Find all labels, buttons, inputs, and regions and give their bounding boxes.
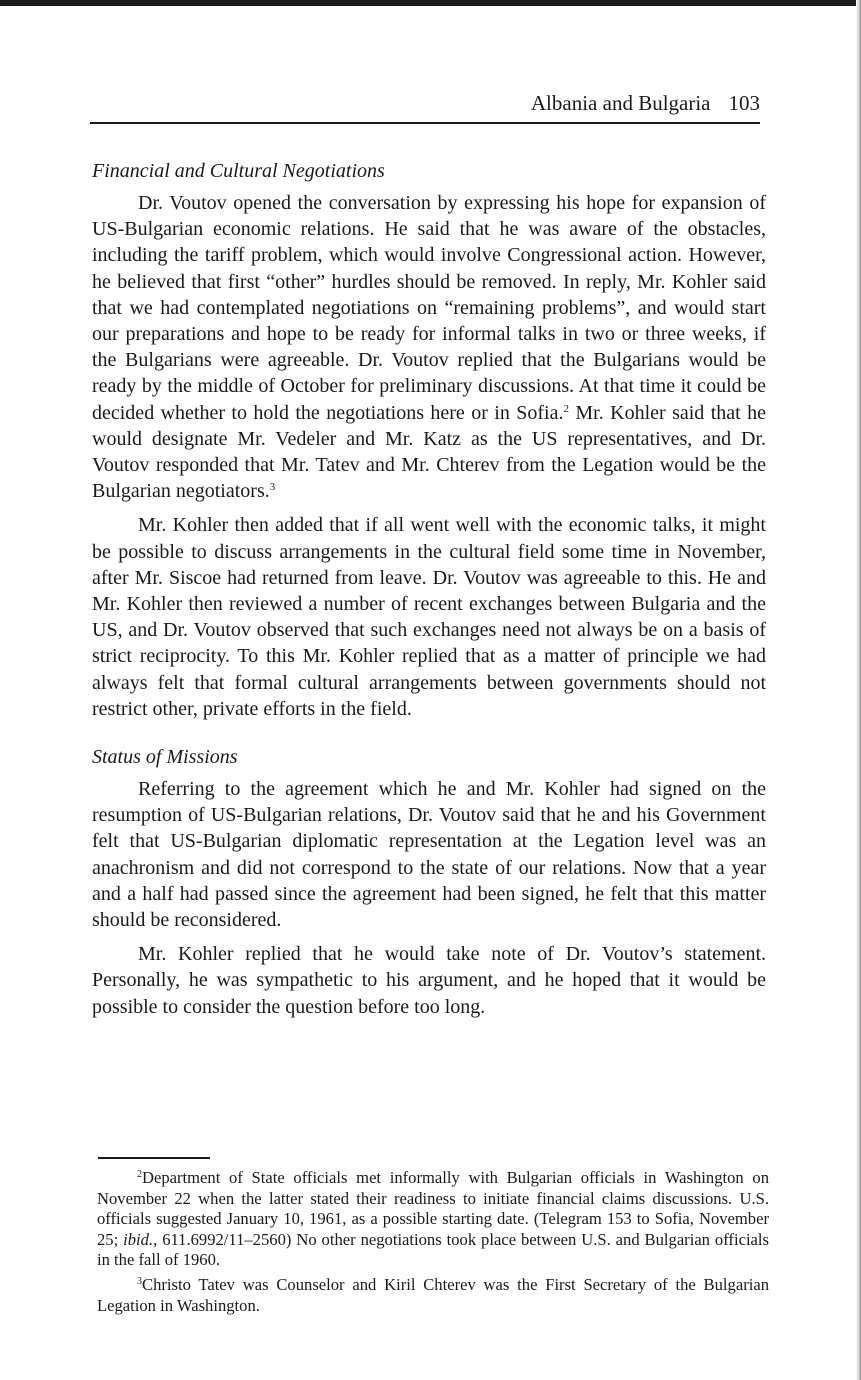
section-heading-status-of-missions: Status of Missions bbox=[92, 746, 238, 769]
paragraph-text: Mr. Kohler said that he would designate Mr. Vedeler and Mr. Katz as the US representatives, and Dr. Voutov responded that Mr. Tatev and Mr. Chterev from the Legation would be the Bulgarian negotiators. bbox=[92, 401, 766, 503]
running-title: Albania and Bulgaria bbox=[530, 91, 711, 115]
footnote-text: Christo Tatev was Counselor and Kiril Chterev was the First Secretary of the Bulgarian Legation in Washington. bbox=[97, 1274, 769, 1315]
footnote-marker: 3 bbox=[137, 1275, 142, 1287]
footnote-2 bbox=[97, 1168, 769, 1271]
paragraph: Referring to the agreement which he and Mr. Kohler had signed on the resumption of US-Bulgarian relations, Dr. Voutov said that he and his Government felt that US-Bulgarian diplomatic representation at the Legation level was an anachronism and did not correspond to the state of our relations. Now that a year and a half had passed since the agreement had been signed, he felt that this matter should be reconsidered. bbox=[92, 778, 766, 932]
footnote-marker: 2 bbox=[137, 1169, 142, 1180]
footnote-text: , 611.6992/11–2560) No other negotiations took place between U.S. and Bulgarian officials in the fall of 1960. bbox=[97, 1229, 769, 1270]
scan-edge-right bbox=[856, 0, 861, 1380]
section-heading-financial-cultural: Financial and Cultural Negotiations bbox=[92, 160, 385, 182]
paragraph: Mr. Kohler replied that he would take note of Dr. Voutov’s statement. Personally, he was sympathetic to his argument, and he hoped that it would be possible to consider the question before too long. bbox=[92, 943, 766, 1018]
paragraph bbox=[92, 190, 766, 504]
footnote-separator bbox=[98, 1157, 210, 1159]
scan-edge-top bbox=[0, 0, 861, 6]
paragraph-text: Dr. Voutov opened the conversation by expressing his hope for expansion of US-Bulgarian economic relations. He said that he was aware of the obstacles, including the tariff problem, which would involve Congressional action. However, he believed that first “other” hurdles should be removed. In reply, Mr. Kohler said that we had contemplated negotiations on “remaining problems”, and would start our preparations and hope to be ready for informal talks in two or three weeks, if the Bulgarians were agreeable. Dr. Voutov replied that the Bulgarians would be ready by the middle of October for preliminary discussions. At that time it could be decided whether to hold the negotiations here or in Sofia. bbox=[92, 192, 766, 424]
footnote-ref-3[interactable]: 3 bbox=[269, 481, 276, 494]
footnote-3 bbox=[97, 1275, 769, 1316]
footnote-ref-2[interactable]: 2 bbox=[563, 402, 569, 415]
page-number: 103 bbox=[728, 91, 760, 115]
body-text bbox=[92, 158, 766, 1028]
running-header bbox=[90, 88, 760, 124]
footnote-italic: ibid. bbox=[123, 1229, 154, 1249]
paragraph: Mr. Kohler then added that if all went well with the economic talks, it might be possible to discuss arrangements in the cultural field some time in November, after Mr. Siscoe had returned from leave. Dr. Voutov was agreeable to this. He and Mr. Kohler then reviewed a number of recent exchanges between Bulgaria and the US, and Dr. Voutov observed that such exchanges need not always be on a basis of strict reciprocity. To this Mr. Kohler replied that as a matter of principle we had always felt that formal cultural arrangements between governments should not restrict other, private efforts in the field. bbox=[92, 514, 766, 720]
footnotes bbox=[97, 1168, 769, 1320]
footnote-text: Department of State officials met informally with Bulgarian officials in Washington on November 22 when the latter stated their readiness to initiate financial claims discussions. U.S. officials suggested January 10, 1961, as a possible starting date. (Telegram 153 to Sofia, November 25; bbox=[97, 1168, 769, 1249]
